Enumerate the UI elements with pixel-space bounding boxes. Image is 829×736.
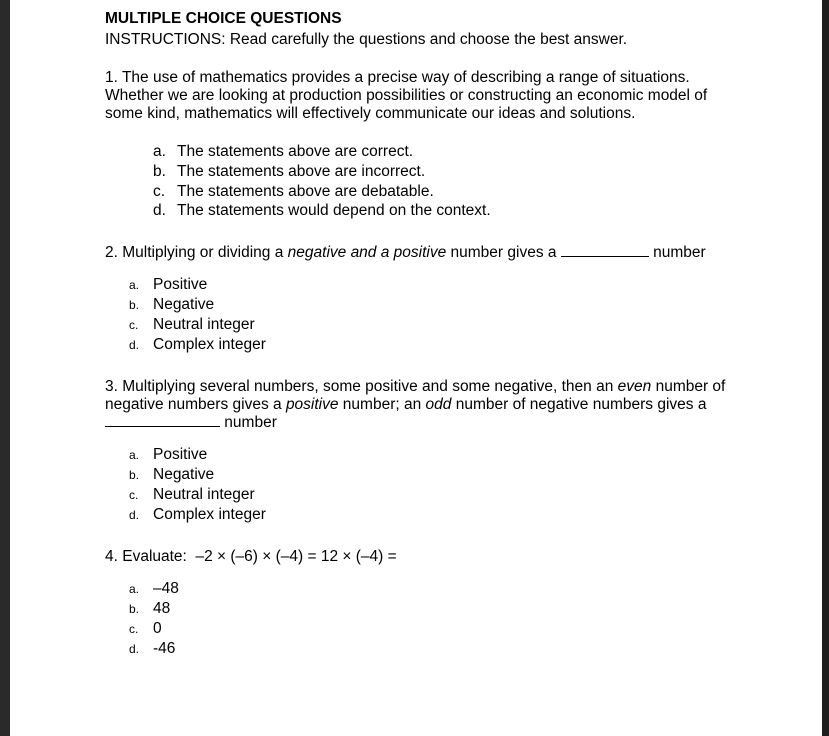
option-text: Neutral integer [153, 316, 255, 334]
question-1-options [105, 142, 745, 221]
option-text: The statements above are correct. [177, 143, 414, 160]
question-4-options [105, 579, 745, 659]
text-fragment: number; an [338, 396, 426, 414]
text-fragment: number gives a [446, 244, 561, 262]
instructions: INSTRUCTIONS: Read carefully the questions and choose the best answer. [105, 31, 628, 48]
page-title: MULTIPLE CHOICE QUESTIONS [105, 10, 342, 27]
option-letter: c. [129, 488, 139, 503]
list-item [129, 639, 745, 659]
text-fragment: number [220, 414, 277, 432]
option-letter: c. [153, 182, 166, 200]
option-text: Complex integer [153, 336, 266, 354]
question-2-options [105, 275, 745, 355]
list-item [129, 579, 745, 599]
question-2-text [105, 244, 745, 262]
list-item [129, 275, 745, 295]
list-item [129, 445, 745, 465]
text-italic: odd [425, 396, 452, 414]
text-fragment: 4. Evaluate: [105, 548, 187, 566]
option-letter: a. [129, 582, 140, 597]
option-letter: a. [129, 278, 140, 293]
question-3-text [105, 378, 745, 432]
option-text: Neutral integer [153, 486, 255, 504]
option-letter: c. [129, 318, 139, 333]
list-item [153, 142, 745, 162]
question-3-options [105, 445, 745, 525]
option-text: The statements above are debatable. [177, 182, 434, 200]
list-item [129, 619, 745, 639]
option-text: –48 [153, 580, 179, 598]
option-letter: b. [129, 468, 140, 483]
text-italic: negative and a positive [287, 244, 447, 262]
list-item [129, 505, 745, 525]
text-fragment: number of negative numbers gives a [451, 396, 707, 414]
answer-blank [105, 414, 220, 427]
option-text: 0 [153, 620, 162, 638]
math-expression: –2 × (–6) × (–4) = 12 × (–4) = [195, 548, 397, 566]
list-item [129, 485, 745, 505]
option-text: Negative [153, 296, 215, 314]
option-text: Positive [153, 446, 208, 464]
option-letter: d. [129, 338, 140, 353]
option-letter: b. [129, 602, 140, 617]
answer-blank [561, 244, 649, 257]
list-item [153, 182, 745, 202]
option-text: -46 [153, 640, 176, 658]
option-letter: a. [129, 448, 140, 463]
option-text: The statements would depend on the context. [177, 202, 491, 220]
option-letter: c. [129, 622, 139, 637]
list-item [129, 295, 745, 315]
list-item [129, 315, 745, 335]
option-letter: b. [129, 298, 140, 313]
option-text: Positive [153, 276, 208, 294]
option-letter: d. [129, 642, 140, 657]
text-fragment: 2. Multiplying or dividing a [105, 244, 288, 262]
text-italic: positive [285, 396, 339, 414]
list-item [129, 465, 745, 485]
question-4-text [105, 548, 745, 566]
option-letter: d. [129, 508, 140, 523]
option-letter: a. [153, 143, 166, 160]
option-letter: b. [153, 162, 166, 180]
document-content [105, 10, 745, 659]
list-item [129, 599, 745, 619]
window-border [822, 0, 829, 736]
option-letter: d. [153, 202, 166, 220]
text-fragment: number [648, 244, 706, 262]
text-italic: even [617, 378, 652, 396]
list-item [129, 335, 745, 355]
question-1-text: 1. The use of mathematics provides a precise way of describing a range of situations. Whether we are looking at production possibilities or constructing an economic model of some kind, mathematics will effectively communicate our ideas and solutions. [105, 69, 708, 122]
document-page [10, 0, 822, 736]
list-item [153, 162, 745, 182]
text-fragment: 3. Multiplying several numbers, some positive and some negative, then an [105, 378, 618, 396]
list-item [153, 201, 745, 221]
option-text: 48 [153, 600, 171, 618]
text-fragment: number of negative numbers gives a [105, 378, 726, 414]
option-text: Complex integer [153, 506, 266, 524]
option-text: Negative [153, 466, 215, 484]
option-text: The statements above are incorrect. [177, 162, 426, 180]
